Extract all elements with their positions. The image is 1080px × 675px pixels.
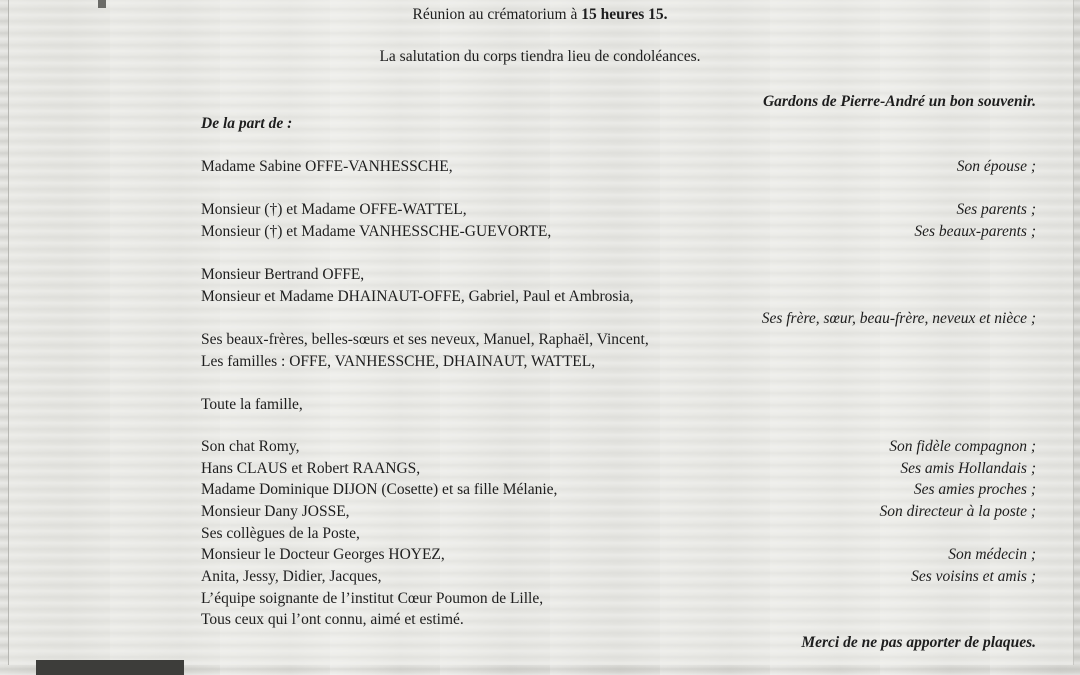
entry-name: Monsieur et Madame DHAINAUT-OFFE, Gabriel, Paul et Ambrosia, <box>201 288 634 305</box>
entry-relation: Ses parents ; <box>956 201 1036 218</box>
entry-relation: Son fidèle compagnon ; <box>889 438 1036 455</box>
entry-name: Madame Sabine OFFE-VANHESSCHE, <box>201 158 453 175</box>
entry-relation: Ses beaux-parents ; <box>914 223 1036 240</box>
entry-name: Madame Dominique DIJON (Cosette) et sa fille Mélanie, <box>201 481 558 498</box>
entry-relation: Son épouse ; <box>956 158 1036 175</box>
footer-note: Merci de ne pas apporter de plaques. <box>801 634 1036 651</box>
entry-name: Monsieur Dany JOSSE, <box>201 503 350 520</box>
entry-name: Monsieur Bertrand OFFE, <box>201 266 365 283</box>
entry-name: Anita, Jessy, Didier, Jacques, <box>201 568 382 585</box>
entry-relation: Ses voisins et amis ; <box>911 568 1036 585</box>
entry-relation: Son directeur à la poste ; <box>879 503 1036 520</box>
entry-name: Ses beaux-frères, belles-sœurs et ses neveux, Manuel, Raphaël, Vincent, <box>201 331 649 348</box>
entry-name: Monsieur le Docteur Georges HOYEZ, <box>201 546 445 563</box>
entry-relation: Ses amies proches ; <box>913 481 1036 498</box>
entry-name: Monsieur (†) et Madame VANHESSCHE-GUEVORTE, <box>201 223 552 240</box>
salutation-line: La salutation du corps tiendra lieu de condoléances. <box>379 48 701 65</box>
entry-name: Hans CLAUS et Robert RAANGS, <box>201 460 421 477</box>
meeting-prefix: Réunion au crématorium à <box>412 6 582 23</box>
from-label: De la part de : <box>201 115 293 132</box>
souvenir-line: Gardons de Pierre-André un bon souvenir. <box>762 93 1036 110</box>
entry-name: Son chat Romy, <box>201 438 300 455</box>
entry-name: L’équipe soignante de l’institut Cœur Poumon de Lille, <box>201 590 544 607</box>
entry-name: Ses collègues de la Poste, <box>201 525 360 542</box>
entry-relation: Son médecin ; <box>948 546 1036 563</box>
meeting-time: 15 heures 15. <box>581 6 668 23</box>
entry-relation: Ses amis Hollandais ; <box>900 460 1036 477</box>
bottom-dark-block <box>36 660 184 675</box>
entry-name: Toute la famille, <box>201 396 303 413</box>
entry-relation: Ses frère, sœur, beau-frère, neveux et nièce ; <box>761 310 1036 327</box>
entry-name: Monsieur (†) et Madame OFFE-WATTEL, <box>201 201 467 218</box>
entry-name: Tous ceux qui l’ont connu, aimé et estimé. <box>201 611 464 628</box>
entry-name: Les familles : OFFE, VANHESSCHE, DHAINAUT, WATTEL, <box>201 353 596 370</box>
meeting-line <box>0 6 1080 24</box>
